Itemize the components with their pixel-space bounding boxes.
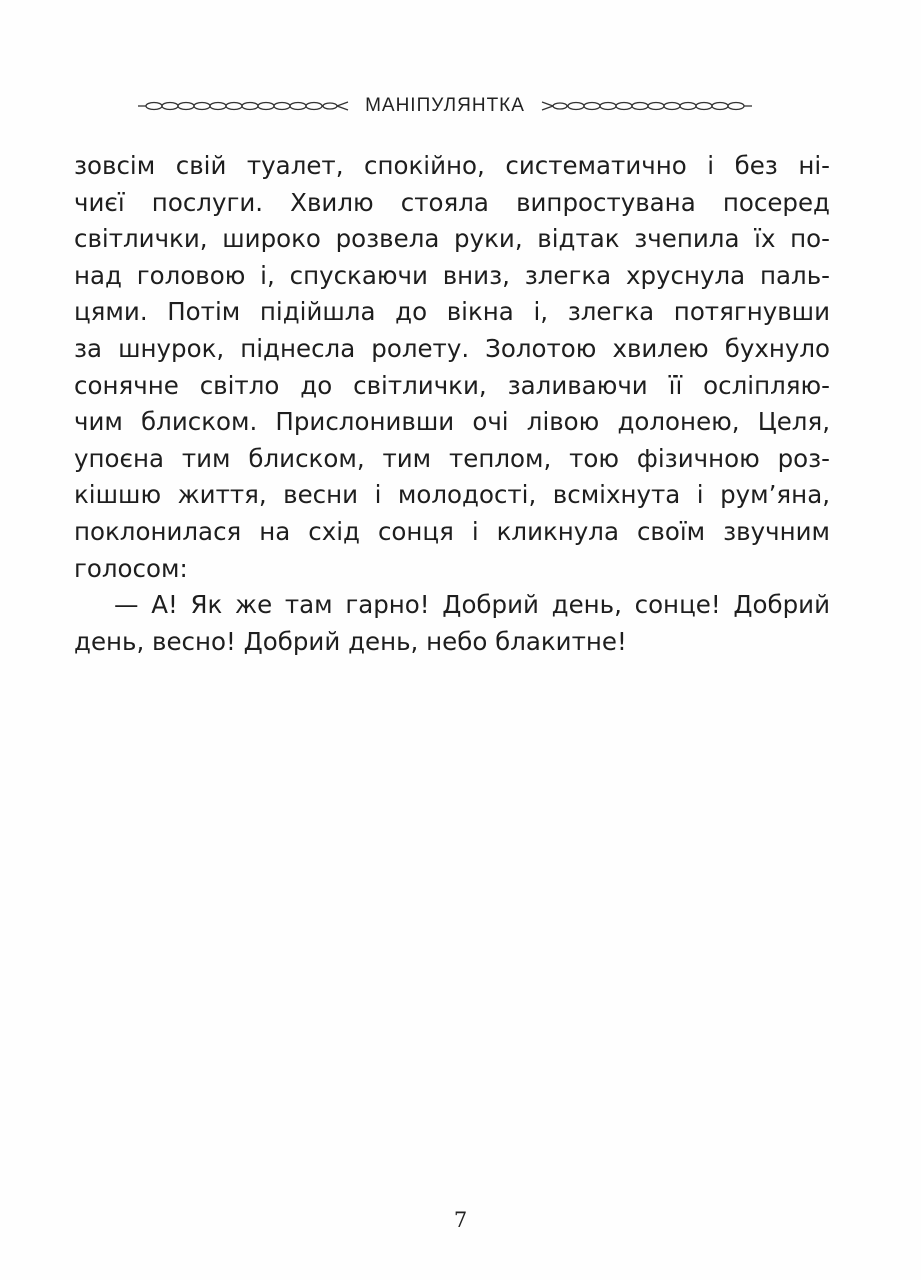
text-line: поклонилася на схід сонця і кликнула своїм звучним (74, 516, 830, 546)
paragraph (74, 148, 830, 587)
text-line: — А! Як же там гарно! Добрий день, сонце! Добрий (114, 590, 830, 620)
text-line: кішшю життя, весни і молодості, всміхнута і рум’яна, (74, 480, 830, 510)
text-line: за шнурок, піднесла ролету. Золотою хвилею бухнуло (74, 333, 830, 363)
running-head-title: МАНІПУЛЯНТКА (365, 95, 525, 116)
text-line: день, весно! Добрий день, небо блакитне! (74, 626, 627, 656)
text-line: сонячне світло до світлички, заливаючи її осліпляю- (74, 370, 830, 400)
text-line: зовсім свій туалет, спокійно, систематично і без ні- (74, 151, 830, 180)
paragraph (74, 587, 830, 660)
text-line: упоєна тим блиском, тим теплом, тою фізичною роз- (74, 443, 830, 473)
running-head (120, 92, 770, 120)
chain-ornament-icon (539, 99, 754, 113)
page-number: 7 (453, 1208, 468, 1232)
text-line: голосом: (74, 553, 188, 583)
text-line: над головою і, спускаючи вниз, злегка хруснула паль- (74, 260, 830, 290)
body-text (74, 148, 830, 660)
chain-ornament-icon (136, 99, 351, 113)
text-line: чим блиском. Прислонивши очі лівою долонею, Целя, (74, 407, 830, 437)
text-line: цями. Потім підійшла до вікна і, злегка потягнувши (74, 297, 830, 327)
text-line: світлички, широко розвела руки, відтак зчепила їх по- (74, 224, 830, 254)
text-line: чиєї послуги. Хвилю стояла випростувана посеред (74, 187, 830, 217)
